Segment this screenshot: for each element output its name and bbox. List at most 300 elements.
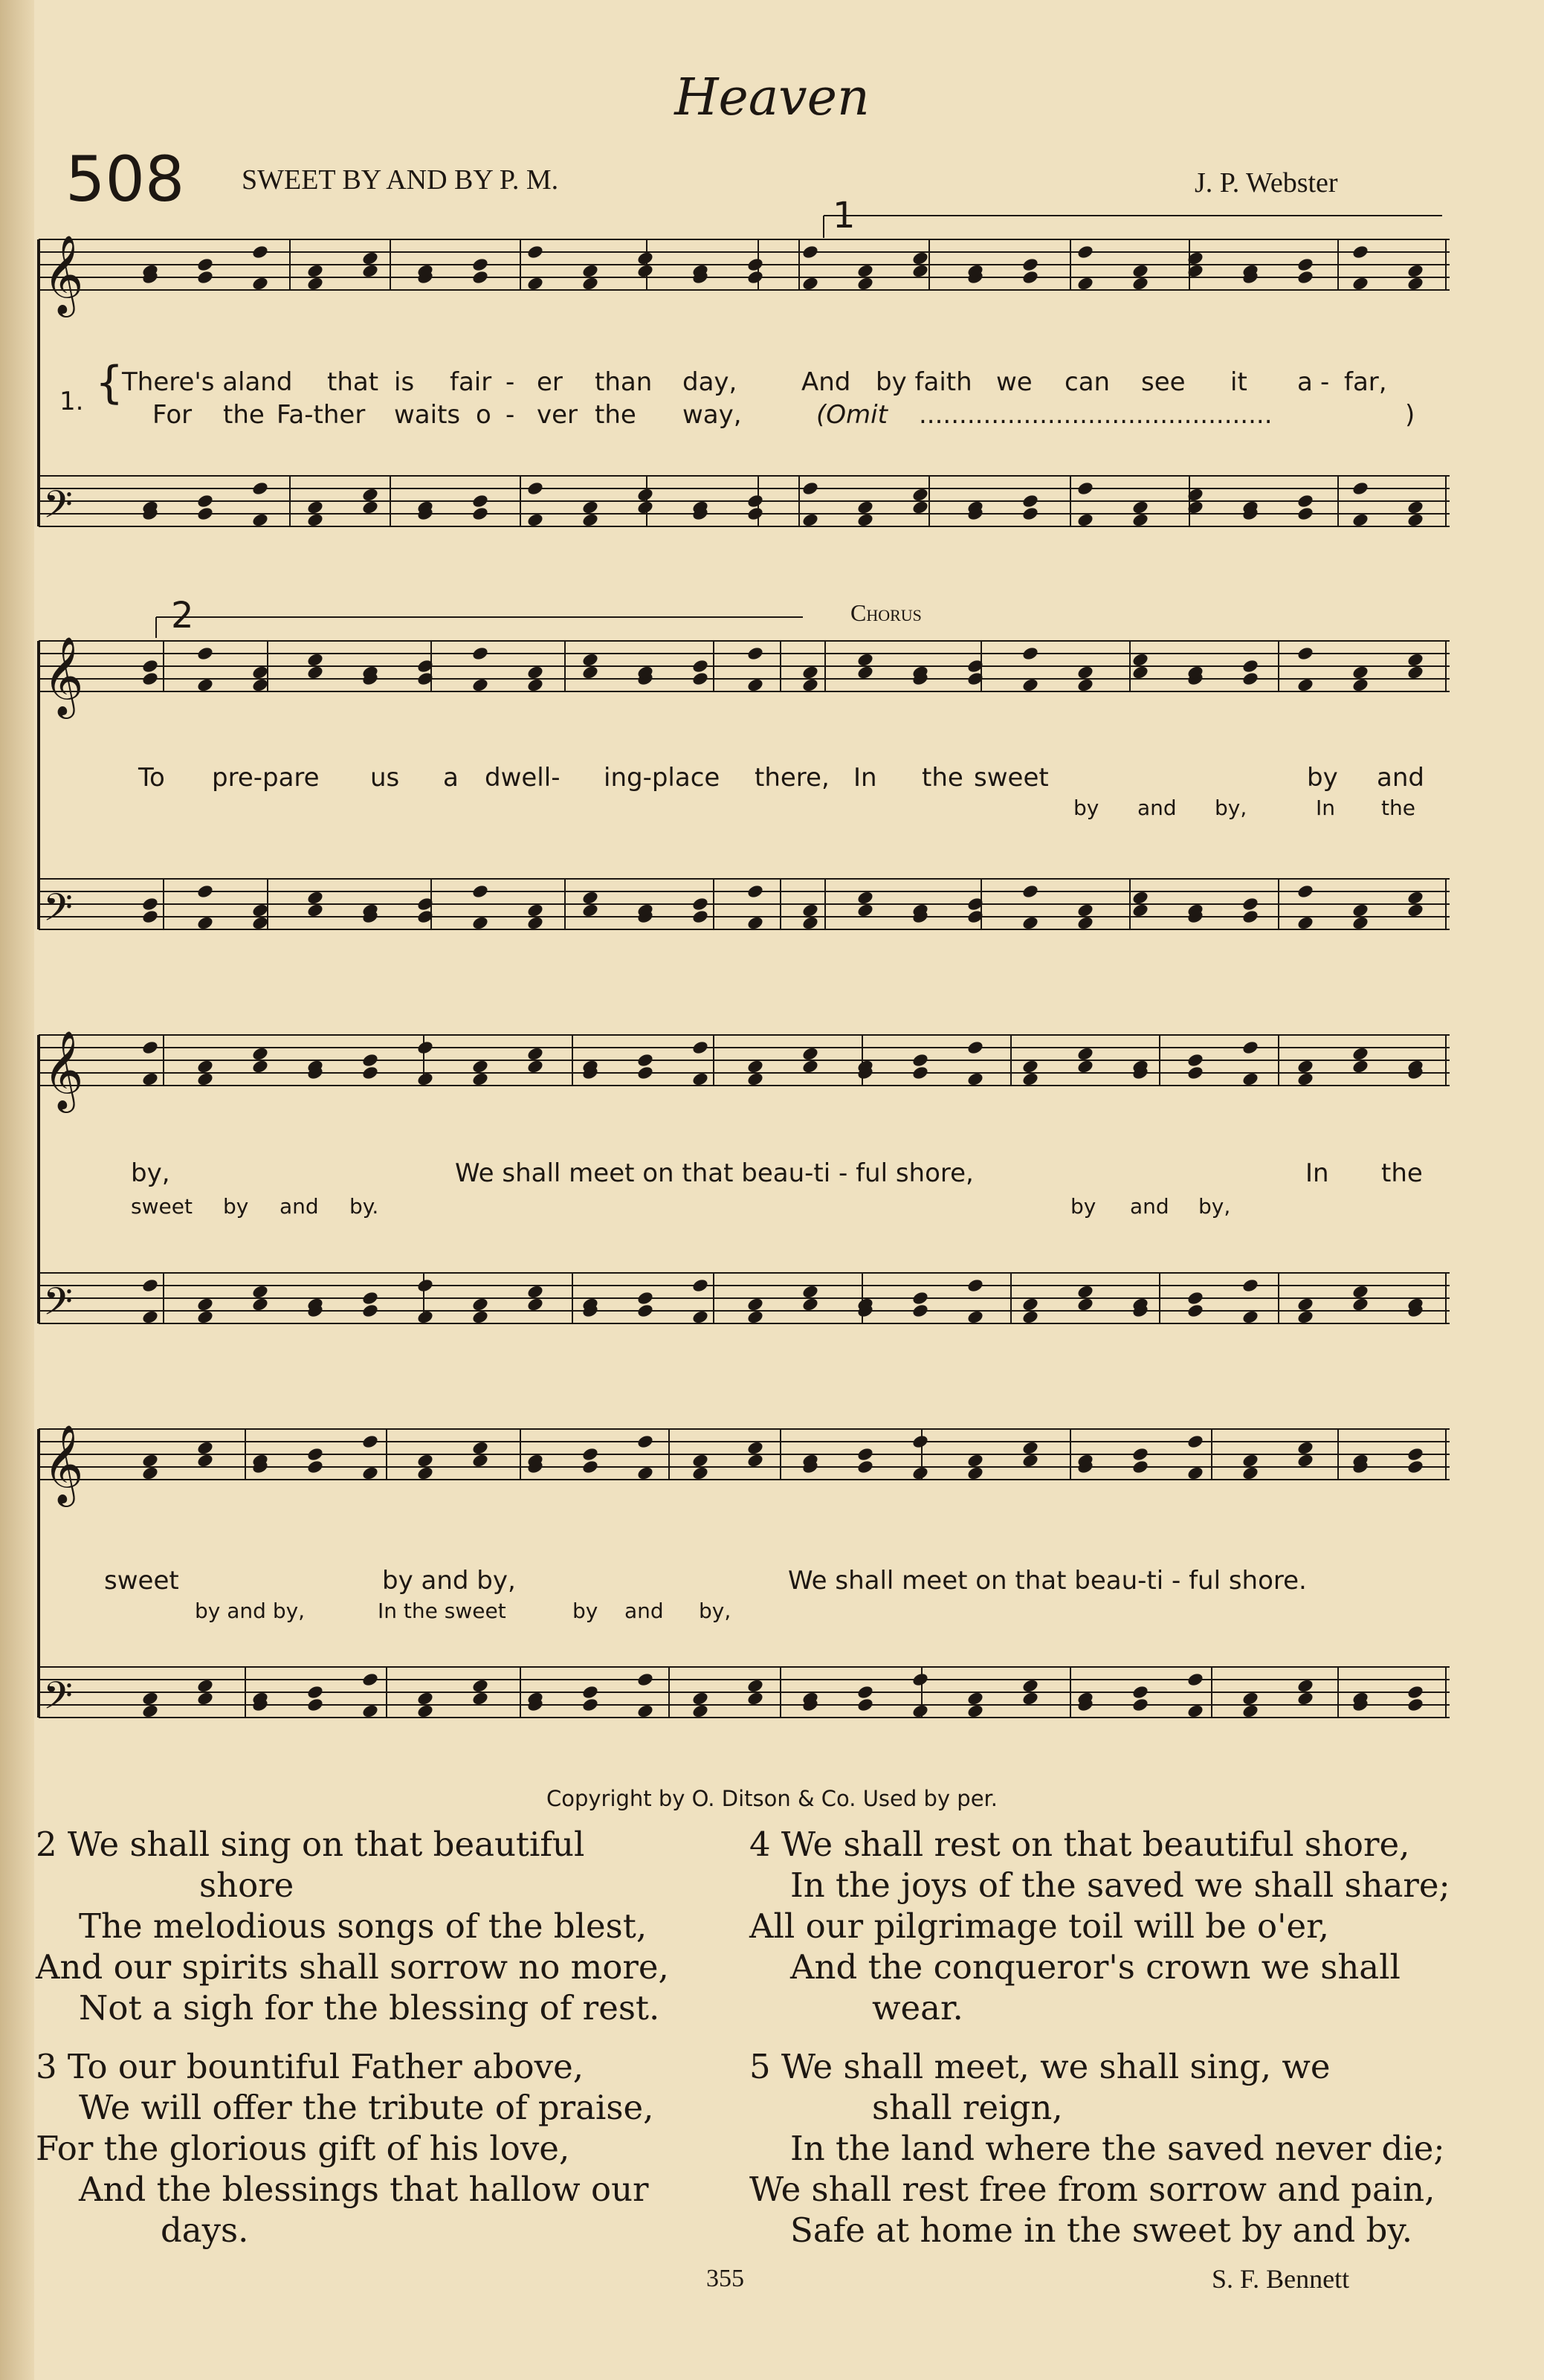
note-head xyxy=(746,883,764,899)
note-head xyxy=(471,677,489,693)
note-head xyxy=(1296,1678,1314,1694)
note-head xyxy=(251,665,269,680)
note-head xyxy=(526,1059,544,1074)
note-head xyxy=(416,1465,434,1481)
note-head xyxy=(471,1440,489,1456)
note-head xyxy=(636,263,654,279)
verse-line: days. xyxy=(161,2210,249,2250)
note-head xyxy=(306,263,324,279)
note-head xyxy=(471,1309,489,1325)
note-head xyxy=(1241,1039,1259,1055)
note-head xyxy=(636,1303,654,1318)
lyric: There's a xyxy=(122,367,239,397)
note-head xyxy=(966,1277,984,1293)
note-head xyxy=(1296,1691,1314,1706)
note-head xyxy=(581,890,599,906)
lyric-bass: sweet xyxy=(131,1194,193,1219)
note-head xyxy=(1351,677,1369,693)
note-head xyxy=(361,1052,379,1068)
note-head xyxy=(1406,276,1424,291)
note-head xyxy=(1076,1297,1094,1312)
note-head xyxy=(1296,1309,1314,1325)
lyric: can xyxy=(1065,367,1111,397)
note-head xyxy=(801,677,819,693)
lyric: And xyxy=(801,367,851,397)
note-head xyxy=(636,1671,654,1687)
note-head xyxy=(636,1052,654,1068)
verse-line: And the conqueror's crown we shall xyxy=(790,1947,1401,1987)
note-head xyxy=(1296,269,1314,285)
note-head xyxy=(471,1297,489,1312)
lyric-bass: by. xyxy=(349,1194,379,1219)
note-head xyxy=(636,500,654,515)
note-head xyxy=(1296,883,1314,899)
note-head xyxy=(856,1697,874,1712)
verse-line: In the land where the saved never die; xyxy=(790,2129,1445,2168)
note-head xyxy=(1351,276,1369,291)
lyric: a xyxy=(1297,367,1313,397)
note-head xyxy=(471,269,489,285)
note-head xyxy=(581,512,599,528)
note-head xyxy=(581,1684,599,1700)
note-head xyxy=(801,1297,819,1312)
note-head xyxy=(746,1440,764,1456)
note-head xyxy=(361,1065,379,1080)
note-head xyxy=(1406,1697,1424,1712)
note-head xyxy=(196,1071,214,1087)
note-head xyxy=(1296,1440,1314,1456)
note-head xyxy=(361,1290,379,1306)
note-head xyxy=(361,1303,379,1318)
note-head xyxy=(856,1459,874,1474)
lyric: the xyxy=(922,763,963,793)
note-head xyxy=(1241,909,1259,924)
note-head xyxy=(361,1703,379,1719)
note-head xyxy=(1406,1446,1424,1462)
note-head xyxy=(1406,1684,1424,1700)
note-head xyxy=(471,1678,489,1694)
lyric-bass: by, xyxy=(1198,1194,1231,1219)
note-head xyxy=(1076,480,1094,496)
note-head xyxy=(361,251,379,266)
note-head xyxy=(141,1309,159,1325)
note-head xyxy=(581,500,599,515)
note-head xyxy=(966,1039,984,1055)
note-head xyxy=(196,1440,214,1456)
note-head xyxy=(196,1297,214,1312)
note-head xyxy=(251,480,269,496)
note-head xyxy=(196,1309,214,1325)
note-head xyxy=(1296,1071,1314,1087)
note-head xyxy=(746,1678,764,1694)
lyric-bass: by, xyxy=(699,1599,731,1623)
note-head xyxy=(1076,915,1094,931)
note-head xyxy=(1131,500,1149,515)
note-head xyxy=(1076,665,1094,680)
bass-clef-icon: 𝄢 xyxy=(43,1279,73,1333)
note-head xyxy=(1351,1297,1369,1312)
treble-clef-icon: 𝄞 xyxy=(43,1030,84,1109)
lyric: We shall meet on that beau-ti - ful shore. xyxy=(788,1566,1307,1596)
note-head xyxy=(306,500,324,515)
lyric: there, xyxy=(755,763,830,793)
note-head xyxy=(1076,512,1094,528)
note-head xyxy=(636,1703,654,1719)
note-head xyxy=(1021,257,1039,272)
note-head xyxy=(361,1671,379,1687)
bass-clef-icon: 𝄢 xyxy=(43,482,73,536)
note-head xyxy=(1021,1453,1039,1468)
note-head xyxy=(636,1290,654,1306)
note-head xyxy=(306,903,324,918)
note-head xyxy=(1131,903,1149,918)
lyric: by faith xyxy=(876,367,972,397)
note-head xyxy=(856,1446,874,1462)
verse-line: The melodious songs of the blest, xyxy=(79,1906,647,1946)
note-head xyxy=(1241,671,1259,686)
note-head xyxy=(746,677,764,693)
brace-left: { xyxy=(95,357,124,409)
note-head xyxy=(691,1453,709,1468)
lyric: the xyxy=(595,400,636,430)
note-head xyxy=(966,1465,984,1481)
verse-4 xyxy=(749,1824,1450,2028)
note-head xyxy=(691,1039,709,1055)
note-head xyxy=(196,493,214,509)
lyric: ) xyxy=(1405,400,1415,430)
note-head xyxy=(1021,1440,1039,1456)
note-head xyxy=(746,915,764,931)
note-head xyxy=(801,512,819,528)
note-head xyxy=(581,665,599,680)
verse-line: 2 We shall sing on that beautiful xyxy=(36,1825,585,1864)
note-head xyxy=(141,1691,159,1706)
note-head xyxy=(306,890,324,906)
note-head xyxy=(251,244,269,259)
note-head xyxy=(856,652,874,668)
lyric-bass: by and by, xyxy=(195,1599,306,1623)
lyric: waits xyxy=(394,400,461,430)
note-head xyxy=(526,512,544,528)
note-head xyxy=(1351,244,1369,259)
verse-line: shall reign, xyxy=(872,2088,1063,2127)
note-head xyxy=(251,1059,269,1074)
note-head xyxy=(141,1453,159,1468)
verse-line: 3 To our bountiful Father above, xyxy=(36,2047,584,2086)
note-head xyxy=(1021,1691,1039,1706)
verse-line: Safe at home in the sweet by and by. xyxy=(790,2210,1413,2250)
note-head xyxy=(1131,1697,1149,1712)
note-head xyxy=(911,1065,929,1080)
note-head xyxy=(196,677,214,693)
note-head xyxy=(306,1684,324,1700)
page-number: 355 xyxy=(706,2265,744,2292)
note-head xyxy=(196,506,214,521)
note-head xyxy=(746,1071,764,1087)
note-head xyxy=(1076,1059,1094,1074)
note-head xyxy=(856,263,874,279)
note-head xyxy=(471,493,489,509)
note-head xyxy=(856,903,874,918)
note-head xyxy=(1296,257,1314,272)
lyric: sweet xyxy=(104,1566,179,1596)
note-head xyxy=(1131,665,1149,680)
note-head xyxy=(1296,493,1314,509)
chorus-label: Chorus xyxy=(850,599,922,626)
note-head xyxy=(141,1465,159,1481)
note-head xyxy=(856,1684,874,1700)
verse-line: And our spirits shall sorrow no more, xyxy=(36,1947,669,1987)
note-head xyxy=(1296,1059,1314,1074)
bass-clef-icon: 𝄢 xyxy=(43,885,73,939)
note-head xyxy=(1296,1297,1314,1312)
note-head xyxy=(1021,1071,1039,1087)
note-head xyxy=(911,263,929,279)
lyric-bass: In xyxy=(1316,796,1336,820)
note-head xyxy=(1131,1446,1149,1462)
note-head xyxy=(1406,652,1424,668)
note-head xyxy=(1021,915,1039,931)
note-head xyxy=(1296,1453,1314,1468)
note-head xyxy=(746,257,764,272)
note-head xyxy=(1131,890,1149,906)
lyric-bass: and xyxy=(624,1599,664,1623)
lyric: - xyxy=(505,400,515,430)
verse-3 xyxy=(36,2046,653,2251)
verse-5 xyxy=(749,2046,1445,2251)
lyric: day, xyxy=(682,367,737,397)
note-head xyxy=(471,915,489,931)
lyric: way, xyxy=(682,400,742,430)
copyright-notice: Copyright by O. Ditson & Co. Used by per. xyxy=(546,1786,998,1811)
note-head xyxy=(1406,665,1424,680)
note-head xyxy=(801,276,819,291)
note-head xyxy=(801,480,819,496)
note-head xyxy=(1186,1465,1204,1481)
note-head xyxy=(196,645,214,661)
note-head xyxy=(361,1465,379,1481)
note-head xyxy=(911,1703,929,1719)
note-head xyxy=(251,915,269,931)
note-head xyxy=(141,1277,159,1293)
lyric-bass: by, xyxy=(1215,796,1247,820)
note-head xyxy=(361,263,379,279)
note-head xyxy=(1351,512,1369,528)
lyric: fair xyxy=(450,367,492,397)
verse-line: And the blessings that hallow our xyxy=(79,2170,649,2209)
lyric-bass: In the sweet xyxy=(378,1599,506,1623)
note-head xyxy=(746,1059,764,1074)
treble-clef-icon: 𝄞 xyxy=(43,234,84,314)
note-head xyxy=(526,915,544,931)
note-head xyxy=(746,1297,764,1312)
note-head xyxy=(416,1039,434,1055)
lyric: For xyxy=(152,400,193,430)
note-head xyxy=(1241,1691,1259,1706)
lyric: o xyxy=(476,400,491,430)
verse-2 xyxy=(36,1824,669,2028)
lyric: dwell- xyxy=(485,763,561,793)
note-head xyxy=(1241,1309,1259,1325)
note-head xyxy=(636,487,654,503)
note-head xyxy=(1076,244,1094,259)
note-head xyxy=(526,1046,544,1062)
verse-line: We shall rest free from sorrow and pain, xyxy=(749,2170,1435,2209)
note-head xyxy=(526,665,544,680)
note-head xyxy=(471,1059,489,1074)
lyric: the xyxy=(223,400,265,430)
note-head xyxy=(746,506,764,521)
note-head xyxy=(471,883,489,899)
note-head xyxy=(251,1046,269,1062)
note-head xyxy=(1186,1065,1204,1080)
note-head xyxy=(1021,1678,1039,1694)
note-head xyxy=(196,257,214,272)
lyric: us xyxy=(370,763,400,793)
note-head xyxy=(1351,1046,1369,1062)
note-head xyxy=(1406,903,1424,918)
lyric-bass: and xyxy=(1137,796,1177,820)
lyric: land xyxy=(238,367,293,397)
note-head xyxy=(1406,512,1424,528)
note-head xyxy=(1186,1671,1204,1687)
note-head xyxy=(966,1691,984,1706)
verse-line: shore xyxy=(199,1865,294,1905)
note-head xyxy=(526,276,544,291)
note-head xyxy=(1351,1059,1369,1074)
note-head xyxy=(141,671,159,686)
note-head xyxy=(251,1284,269,1300)
note-head xyxy=(691,1465,709,1481)
lyric: In xyxy=(1305,1158,1329,1188)
note-head xyxy=(196,1691,214,1706)
note-head xyxy=(801,1059,819,1074)
lyric: Fa-ther xyxy=(277,400,366,430)
note-head xyxy=(911,1465,929,1481)
lyric: ver xyxy=(537,400,578,430)
lyric: see xyxy=(1141,367,1186,397)
note-head xyxy=(1021,645,1039,661)
note-head xyxy=(746,1691,764,1706)
note-head xyxy=(1186,1434,1204,1449)
note-head xyxy=(141,1039,159,1055)
note-head xyxy=(691,1309,709,1325)
note-head xyxy=(746,1453,764,1468)
lyric: er xyxy=(537,367,563,397)
omit-dots: ............................................ xyxy=(919,400,1273,430)
note-head xyxy=(1186,1703,1204,1719)
note-head xyxy=(581,903,599,918)
note-head xyxy=(1186,1290,1204,1306)
note-head xyxy=(746,269,764,285)
note-head xyxy=(1076,1046,1094,1062)
lyric-bass: and xyxy=(1130,1194,1169,1219)
note-head xyxy=(361,500,379,515)
lyric: - xyxy=(505,367,515,397)
note-head xyxy=(1296,506,1314,521)
note-head xyxy=(361,1434,379,1449)
verse-line: 5 We shall meet, we shall sing, we xyxy=(749,2047,1331,2086)
verse-line: We will offer the tribute of praise, xyxy=(79,2088,654,2127)
note-head xyxy=(526,480,544,496)
note-head xyxy=(1076,903,1094,918)
note-head xyxy=(306,276,324,291)
note-head xyxy=(911,1434,929,1449)
note-head xyxy=(1241,1703,1259,1719)
note-head xyxy=(471,1453,489,1468)
bass-clef-icon: 𝄢 xyxy=(43,1673,73,1727)
note-head xyxy=(856,890,874,906)
note-head xyxy=(141,909,159,924)
note-head xyxy=(801,665,819,680)
note-head xyxy=(196,269,214,285)
note-head xyxy=(966,1703,984,1719)
note-head xyxy=(746,493,764,509)
lyric: ing-place xyxy=(604,763,720,793)
verse-line: Not a sigh for the blessing of rest. xyxy=(79,1988,660,2028)
lyric: we xyxy=(996,367,1033,397)
verse-line: For the glorious gift of his love, xyxy=(36,2129,570,2168)
note-head xyxy=(416,1453,434,1468)
note-head xyxy=(1241,658,1259,674)
note-head xyxy=(416,1309,434,1325)
lyric: far, xyxy=(1344,367,1387,397)
lyric-bass: by xyxy=(223,1194,249,1219)
note-head xyxy=(141,1071,159,1087)
treble-clef-icon: 𝄞 xyxy=(43,1424,84,1503)
composer: J. P. Webster xyxy=(1195,167,1338,199)
note-head xyxy=(141,1703,159,1719)
note-head xyxy=(1186,1303,1204,1318)
note-head xyxy=(1021,883,1039,899)
hymn-number: 508 xyxy=(65,143,185,216)
note-head xyxy=(1406,1459,1424,1474)
note-head xyxy=(1076,276,1094,291)
note-head xyxy=(801,244,819,259)
note-head xyxy=(306,665,324,680)
note-head xyxy=(416,1703,434,1719)
note-head xyxy=(1351,665,1369,680)
note-head xyxy=(1406,890,1424,906)
note-head xyxy=(581,1459,599,1474)
note-head xyxy=(911,251,929,266)
note-head xyxy=(691,1703,709,1719)
note-head xyxy=(251,512,269,528)
note-head xyxy=(526,677,544,693)
note-head xyxy=(856,665,874,680)
note-head xyxy=(1021,677,1039,693)
note-head xyxy=(1021,506,1039,521)
lyric-bass: by xyxy=(572,1599,598,1623)
section-title: Heaven xyxy=(674,68,870,127)
note-head xyxy=(966,1309,984,1325)
lyric: it xyxy=(1230,367,1247,397)
lyric: a xyxy=(443,763,459,793)
lyric: and xyxy=(1377,763,1424,793)
note-head xyxy=(581,1446,599,1462)
note-head xyxy=(196,1453,214,1468)
note-head xyxy=(1351,1284,1369,1300)
note-head xyxy=(691,1691,709,1706)
note-head xyxy=(801,903,819,918)
note-head xyxy=(416,1071,434,1087)
note-head xyxy=(1021,1297,1039,1312)
note-head xyxy=(1131,1459,1149,1474)
lyric: pre-pare xyxy=(212,763,320,793)
note-head xyxy=(306,512,324,528)
note-head xyxy=(856,276,874,291)
note-head xyxy=(526,1297,544,1312)
